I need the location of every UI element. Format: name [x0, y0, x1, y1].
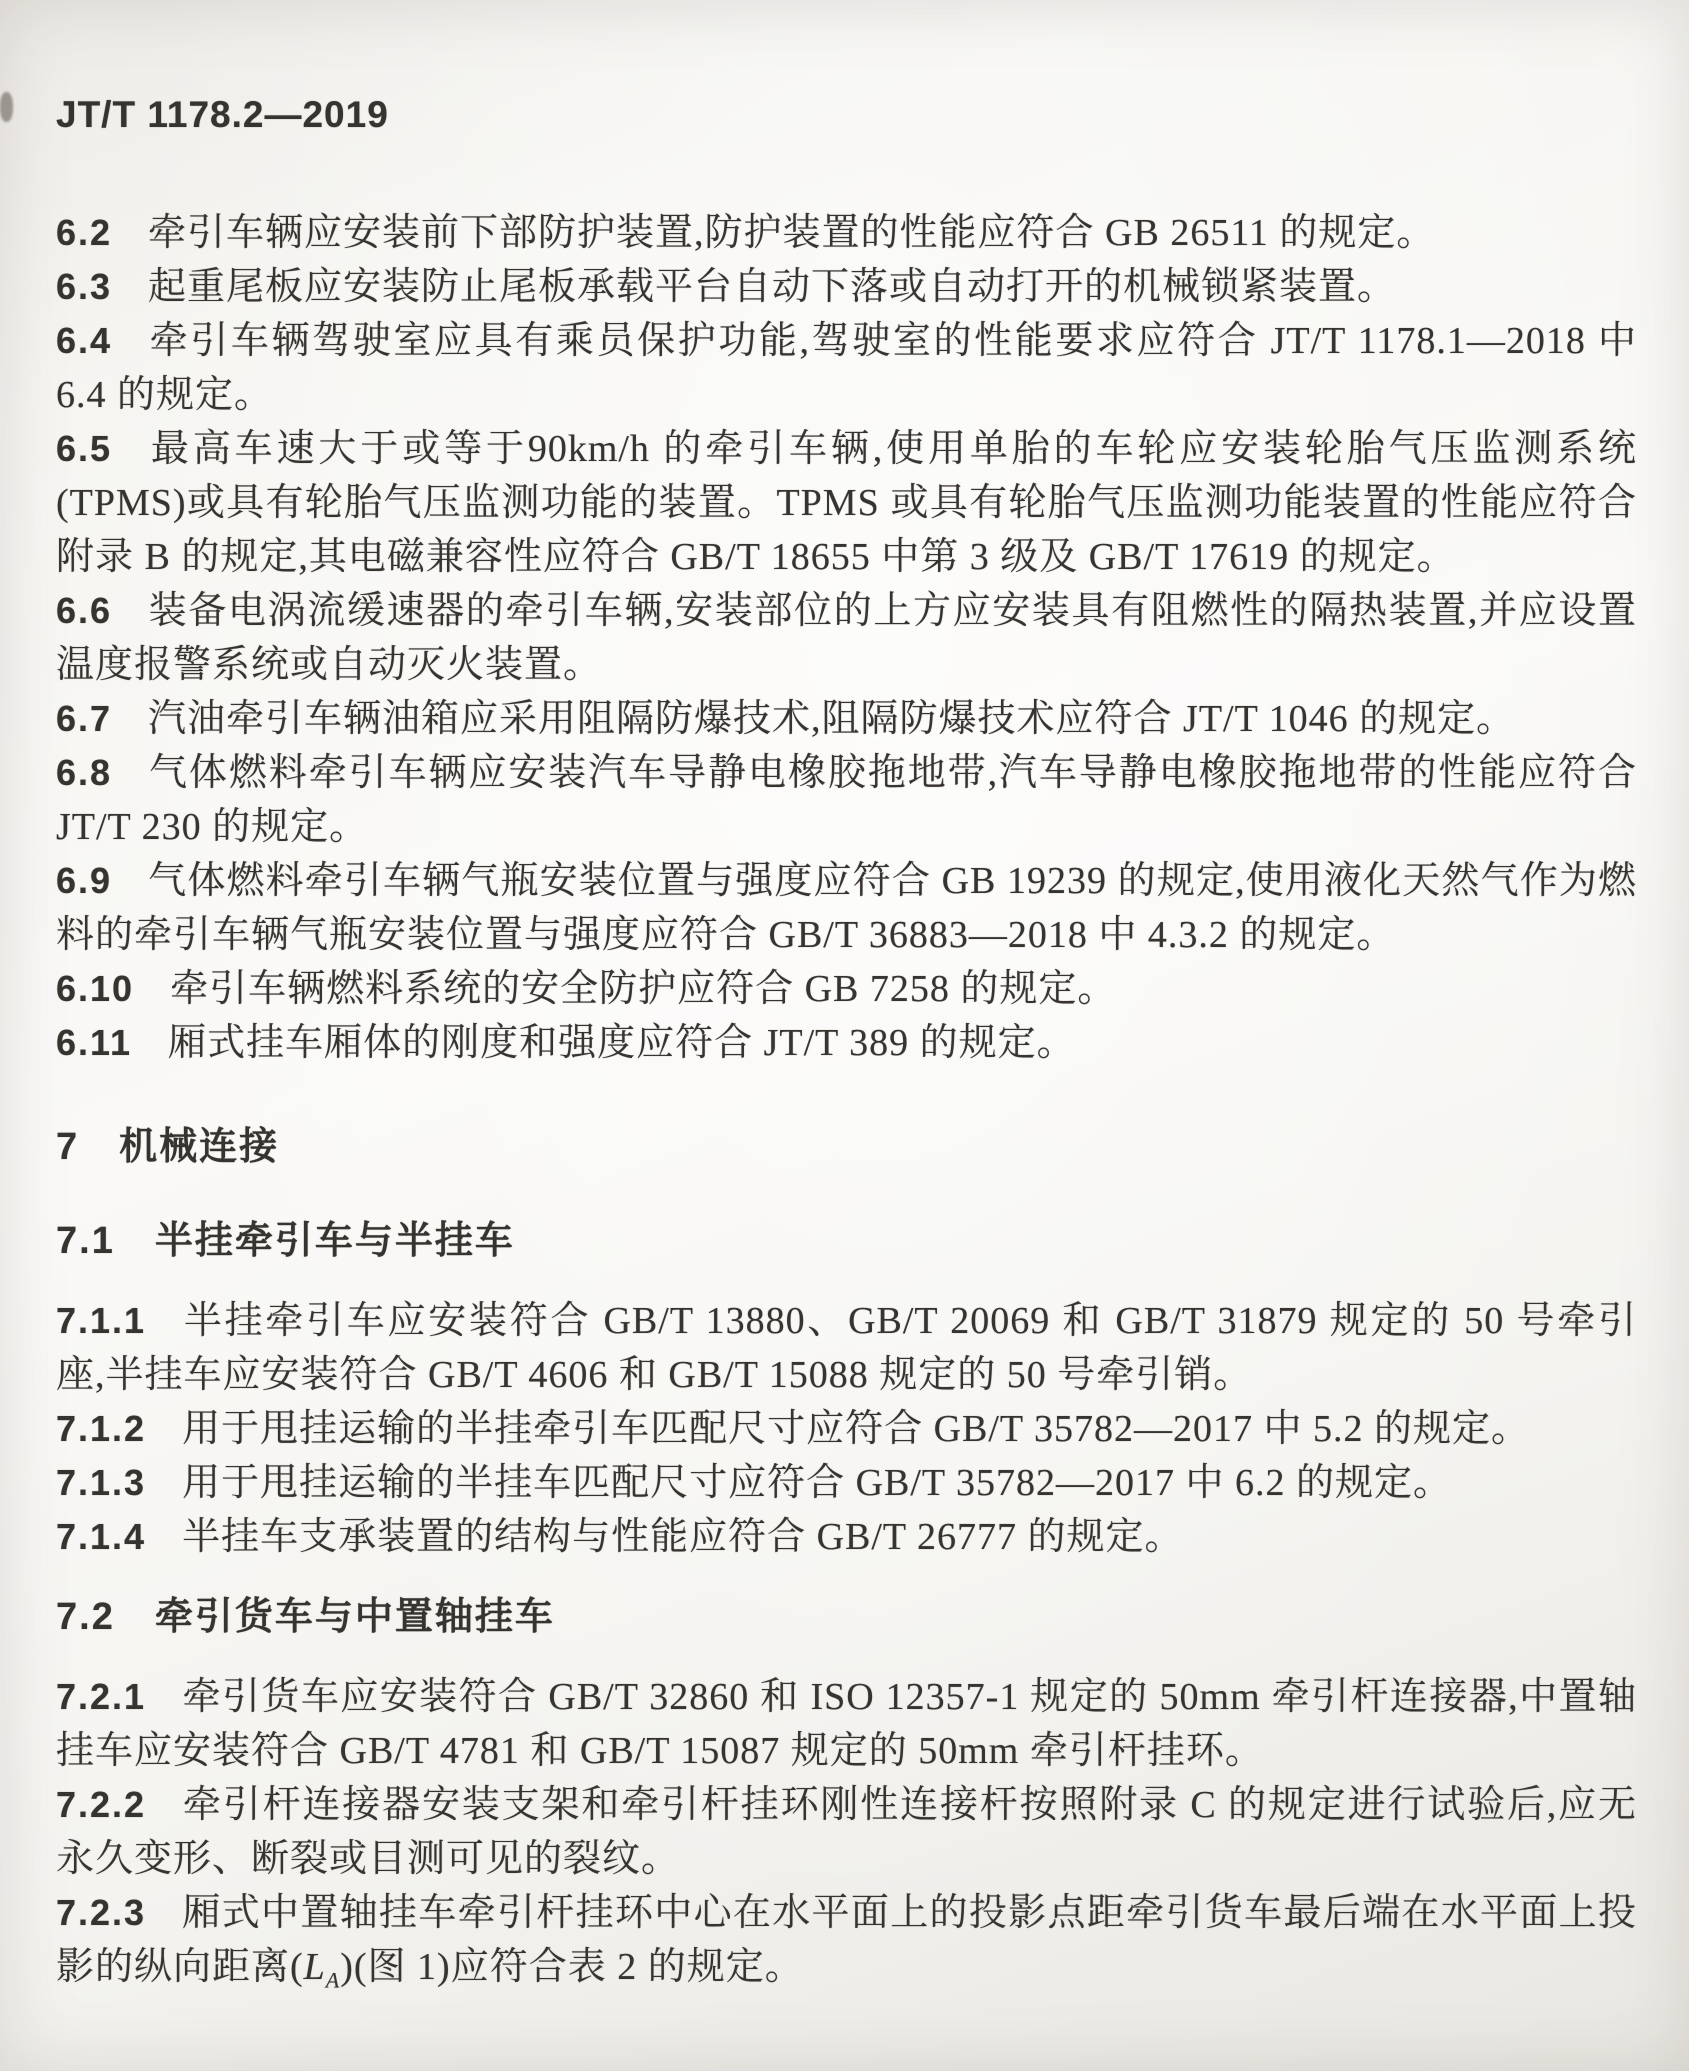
clause-number: 7.2.2 — [56, 1784, 147, 1825]
section-number: 7 — [56, 1126, 80, 1168]
clause-7-1-1 — [56, 1294, 1637, 1402]
document-body — [56, 206, 1637, 2008]
clause-text: 半挂车支承装置的结构与性能应符合 GB/T 26777 的规定。 — [182, 1516, 1184, 1558]
clause-text: 用于甩挂运输的半挂车匹配尺寸应符合 GB/T 35782—2017 中 6.2 的规定。 — [182, 1462, 1452, 1504]
clause-number: 6.5 — [56, 428, 113, 469]
section-7-1-heading — [56, 1214, 1637, 1268]
clause-7-1-2 — [56, 1402, 1637, 1456]
clause-number: 7.1.4 — [56, 1516, 147, 1557]
section-title: 机械连接 — [119, 1126, 280, 1168]
section-title: 牵引货车与中置轴挂车 — [154, 1596, 555, 1638]
clause-7-1-4 — [56, 1510, 1637, 1564]
clause-6-4 — [56, 314, 1637, 422]
clause-number: 6.9 — [56, 860, 113, 901]
clause-text: 起重尾板应安装防止尾板承载平台自动下落或自动打开的机械锁紧装置。 — [148, 266, 1397, 308]
clause-number: 6.6 — [56, 590, 113, 631]
clause-number: 6.3 — [56, 266, 113, 307]
section-number: 7.1 — [56, 1220, 115, 1262]
scan-artifact — [0, 92, 13, 122]
clause-text: 牵引车辆驾驶室应具有乘员保护功能,驾驶室的性能要求应符合 JT/T 1178.1—2018 中 6.4 的规定。 — [56, 320, 1637, 416]
clause-6-5 — [56, 422, 1637, 584]
clause-text: 牵引杆连接器安装支架和牵引杆挂环刚性连接杆按照附录 C 的规定进行试验后,应无永久变形、断裂或目测可见的裂纹。 — [56, 1784, 1637, 1880]
section-7-2-heading — [56, 1590, 1637, 1644]
variable-subscript: A — [325, 1967, 341, 1993]
clause-6-7 — [56, 692, 1637, 746]
clause-text: 厢式挂车厢体的刚度和强度应符合 JT/T 389 的规定。 — [168, 1022, 1076, 1064]
clause-text: 用于甩挂运输的半挂牵引车匹配尺寸应符合 GB/T 35782—2017 中 5.2 的规定。 — [182, 1408, 1530, 1450]
clause-text: 气体燃料牵引车辆应安装汽车导静电橡胶拖地带,汽车导静电橡胶拖地带的性能应符合 JT/T 230 的规定。 — [56, 752, 1637, 848]
clause-6-3 — [56, 260, 1637, 314]
clause-6-11 — [56, 1016, 1637, 1070]
clause-number: 7.1.3 — [56, 1462, 147, 1503]
clause-number: 6.8 — [56, 752, 113, 793]
section-7-heading — [56, 1120, 1637, 1174]
clause-text: 汽油牵引车辆油箱应采用阻隔防爆技术,阻隔防爆技术应符合 JT/T 1046 的规定。 — [148, 698, 1516, 740]
clause-text: 装备电涡流缓速器的牵引车辆,安装部位的上方应安装具有阻燃性的隔热装置,并应设置温度报警系统或自动灭火装置。 — [56, 590, 1637, 686]
clause-6-2 — [56, 206, 1637, 260]
clause-text: 最高车速大于或等于90km/h 的牵引车辆,使用单胎的车轮应安装轮胎气压监测系统(TPMS)或具有轮胎气压监测功能的装置。TPMS 或具有轮胎气压监测功能装置的性能应符合附录 B 的规定,其电磁兼容性应符合 GB/T 18655 中第 3 级及 GB/T 17619 的规定。 — [56, 428, 1637, 578]
clause-number: 6.2 — [56, 212, 113, 253]
clause-text: 牵引车辆应安装前下部防护装置,防护装置的性能应符合 GB 26511 的规定。 — [148, 212, 1436, 254]
standard-number: JT/T 1178.2—2019 — [56, 94, 389, 135]
clause-6-10 — [56, 962, 1637, 1016]
clause-number: 6.4 — [56, 320, 113, 361]
clause-number: 6.7 — [56, 698, 113, 739]
clause-7-1-3 — [56, 1456, 1637, 1510]
clause-number: 7.2.3 — [56, 1892, 147, 1933]
clause-number: 6.10 — [56, 968, 135, 1009]
clause-number: 6.11 — [56, 1022, 133, 1063]
section-number: 7.2 — [56, 1596, 115, 1638]
variable-symbol: L — [303, 1946, 326, 1988]
clause-text: 厢式中置轴挂车牵引杆挂环中心在水平面上的投影点距牵引货车最后端在水平面上投影的纵向距离( — [56, 1892, 1637, 1988]
clause-text: )(图 1)应符合表 2 的规定。 — [340, 1946, 804, 1988]
clause-7-2-2 — [56, 1778, 1637, 1886]
clause-text: 气体燃料牵引车辆气瓶安装位置与强度应符合 GB 19239 的规定,使用液化天然气作为燃料的牵引车辆气瓶安装位置与强度应符合 GB/T 36883—2018 中 4.3.2 的规定。 — [56, 860, 1637, 956]
clause-6-6 — [56, 584, 1637, 692]
document-header — [56, 88, 1637, 150]
clause-number: 7.2.1 — [56, 1676, 147, 1717]
clause-6-8 — [56, 746, 1637, 854]
clause-number: 7.1.1 — [56, 1300, 147, 1341]
clause-7-2-1 — [56, 1670, 1637, 1778]
clause-7-2-3 — [56, 1886, 1637, 2008]
clause-text: 牵引货车应安装符合 GB/T 32860 和 ISO 12357-1 规定的 50mm 牵引杆连接器,中置轴挂车应安装符合 GB/T 4781 和 GB/T 15087 规定的 50mm 牵引杆挂环。 — [56, 1676, 1637, 1772]
clause-6-9 — [56, 854, 1637, 962]
clause-text: 牵引车辆燃料系统的安全防护应符合 GB 7258 的规定。 — [170, 968, 1117, 1010]
clause-number: 7.1.2 — [56, 1408, 147, 1449]
clause-text: 半挂牵引车应安装符合 GB/T 13880、GB/T 20069 和 GB/T 31879 规定的 50 号牵引座,半挂车应安装符合 GB/T 4606 和 GB/T 15088 规定的 50 号牵引销。 — [56, 1300, 1637, 1396]
section-title: 半挂牵引车与半挂车 — [154, 1220, 515, 1262]
